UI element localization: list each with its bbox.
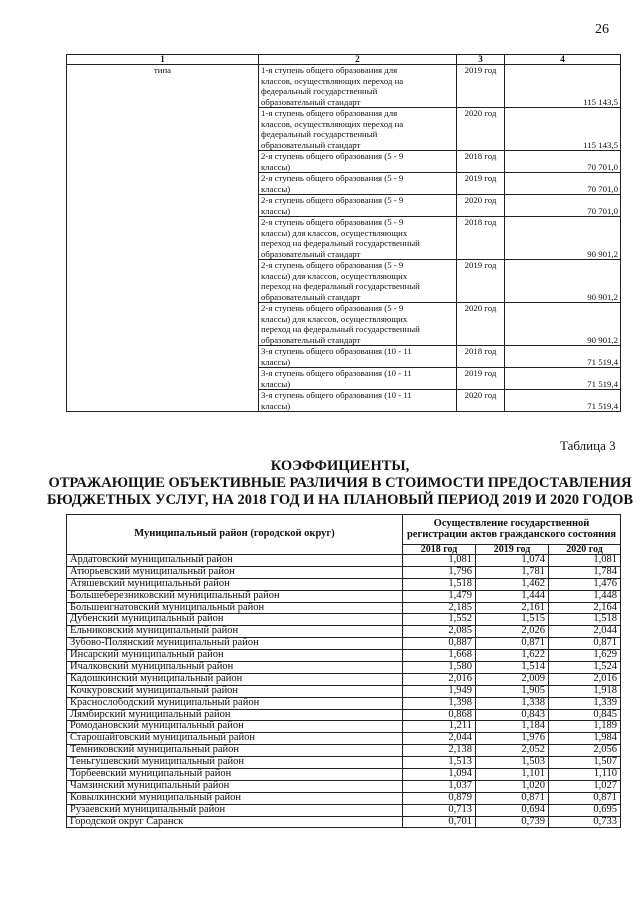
coefficient-2018: 1,479	[403, 590, 476, 602]
table-row	[67, 816, 621, 828]
district-name: Большеигнатовский муниципальный район	[67, 602, 403, 614]
coefficients-table	[66, 514, 621, 828]
coefficient-2019: 0,871	[476, 792, 549, 804]
coefficient-2018: 1,949	[403, 685, 476, 697]
coefficient-2020: 1,507	[549, 757, 621, 769]
coefficient-2019: 1,976	[476, 733, 549, 745]
coefficient-2018: 1,552	[403, 614, 476, 626]
amount-cell: 70 701,0	[505, 195, 621, 217]
table-row	[67, 566, 621, 578]
table-row	[67, 757, 621, 769]
coefficient-2018: 0,879	[403, 792, 476, 804]
coefficient-2020: 1,110	[549, 769, 621, 781]
coefficient-2020: 1,629	[549, 650, 621, 662]
district-name: Атяшевский муниципальный район	[67, 578, 403, 590]
coefficient-2018: 1,398	[403, 697, 476, 709]
coefficient-2018: 1,037	[403, 780, 476, 792]
column-number: 3	[457, 55, 505, 65]
coefficient-2019: 1,462	[476, 578, 549, 590]
year-header: 2019 год	[476, 545, 549, 555]
coefficient-2018: 1,518	[403, 578, 476, 590]
table-label: Таблица 3	[560, 438, 616, 453]
table-row	[67, 590, 621, 602]
coefficient-2018: 0,701	[403, 816, 476, 828]
district-name: Атюрьевский муниципальный район	[67, 566, 403, 578]
education-level-cell: 1-я ступень общего образования для классов, осуществляющих переход на федеральный государственный образовательный стандарт	[259, 65, 457, 108]
table-row	[67, 638, 621, 650]
coefficient-2020: 0,871	[549, 792, 621, 804]
coefficient-2018: 1,081	[403, 555, 476, 567]
table-row	[67, 685, 621, 697]
district-name: Ардатовский муниципальный район	[67, 555, 403, 567]
coefficient-2020: 1,081	[549, 555, 621, 567]
coefficient-2019: 2,161	[476, 602, 549, 614]
coefficient-2019: 1,515	[476, 614, 549, 626]
coefficient-2018: 0,713	[403, 804, 476, 816]
education-level-cell: 3-я ступень общего образования (10 - 11 классы)	[259, 390, 457, 412]
coefficient-2019: 2,026	[476, 626, 549, 638]
amount-cell: 90 901,2	[505, 217, 621, 260]
column-number: 1	[67, 55, 259, 65]
table-row	[67, 662, 621, 674]
amount-cell: 71 519,4	[505, 368, 621, 390]
coefficient-2018: 1,796	[403, 566, 476, 578]
coefficient-2019: 1,444	[476, 590, 549, 602]
coefficient-2018: 2,185	[403, 602, 476, 614]
district-name: Ельниковский муниципальный район	[67, 626, 403, 638]
district-name: Дубенский муниципальный район	[67, 614, 403, 626]
district-name: Зубово-Полянский муниципальный район	[67, 638, 403, 650]
district-name: Рузаевский муниципальный район	[67, 804, 403, 816]
district-name: Ичалковский муниципальный район	[67, 662, 403, 674]
coefficient-2019: 1,905	[476, 685, 549, 697]
coefficient-2020: 0,845	[549, 709, 621, 721]
coefficient-2020: 0,733	[549, 816, 621, 828]
district-name: Инсарский муниципальный район	[67, 650, 403, 662]
year-cell: 2018 год	[457, 217, 505, 260]
table-row	[67, 697, 621, 709]
coefficient-2019: 1,184	[476, 721, 549, 733]
table-row	[67, 769, 621, 781]
coefficient-2019: 1,781	[476, 566, 549, 578]
district-name: Торбеевский муниципальный район	[67, 769, 403, 781]
coefficient-2018: 2,085	[403, 626, 476, 638]
year-cell: 2020 год	[457, 390, 505, 412]
coefficient-2020: 2,016	[549, 673, 621, 685]
coefficient-2019: 1,514	[476, 662, 549, 674]
district-name: Ромодановский муниципальный район	[67, 721, 403, 733]
coefficient-2019: 0,871	[476, 638, 549, 650]
district-column-header: Муниципальный район (городской округ)	[67, 515, 403, 555]
table-row	[67, 626, 621, 638]
education-level-cell: 2-я ступень общего образования (5 - 9 классы) для классов, осуществляющих переход на федеральный государственный образовательный стандарт	[259, 260, 457, 303]
coefficient-2019: 2,052	[476, 745, 549, 757]
district-name: Кочкуровский муниципальный район	[67, 685, 403, 697]
amount-cell: 70 701,0	[505, 173, 621, 195]
year-cell: 2018 год	[457, 151, 505, 173]
amount-cell: 70 701,0	[505, 151, 621, 173]
year-cell: 2019 год	[457, 368, 505, 390]
coefficient-2020: 0,695	[549, 804, 621, 816]
table-row	[67, 555, 621, 567]
coefficient-2020: 1,448	[549, 590, 621, 602]
coefficient-2019: 1,338	[476, 697, 549, 709]
education-level-cell: 2-я ступень общего образования (5 - 9 классы)	[259, 195, 457, 217]
coefficient-2018: 1,668	[403, 650, 476, 662]
table-row	[67, 780, 621, 792]
table-title: КОЭФФИЦИЕНТЫ, ОТРАЖАЮЩИЕ ОБЪЕКТИВНЫЕ РАЗЛИЧИЯ В СТОИМОСТИ ПРЕДОСТАВЛЕНИЯ БЮДЖЕТНЫХ УСЛУГ, НА 2018 ГОД И НА ПЛАНОВЫЙ ПЕРИОД 2019 И 2020 ГОДОВ	[46, 458, 634, 508]
district-name: Ковылкинский муниципальный район	[67, 792, 403, 804]
table-row	[67, 614, 621, 626]
coefficient-2019: 1,101	[476, 769, 549, 781]
coefficient-2018: 0,887	[403, 638, 476, 650]
district-name: Большеберезниковский муниципальный район	[67, 590, 403, 602]
coefficient-2019: 0,739	[476, 816, 549, 828]
type-cell: типа	[67, 65, 259, 412]
education-standards-table	[66, 54, 621, 412]
coefficient-2020: 0,871	[549, 638, 621, 650]
coefficient-2020: 1,518	[549, 614, 621, 626]
coefficient-2018: 2,044	[403, 733, 476, 745]
year-cell: 2020 год	[457, 108, 505, 151]
table-row	[67, 650, 621, 662]
registration-column-header: Осуществление государственной регистрации актов гражданского состояния	[403, 515, 621, 545]
amount-cell: 90 901,2	[505, 303, 621, 346]
year-cell: 2018 год	[457, 346, 505, 368]
column-number-row	[67, 55, 621, 65]
coefficient-2018: 1,513	[403, 757, 476, 769]
coefficient-2018: 1,580	[403, 662, 476, 674]
coefficient-2020: 2,056	[549, 745, 621, 757]
coefficient-2020: 1,339	[549, 697, 621, 709]
coefficient-2020: 2,044	[549, 626, 621, 638]
coefficient-2019: 2,009	[476, 673, 549, 685]
coefficient-2018: 1,211	[403, 721, 476, 733]
education-level-cell: 2-я ступень общего образования (5 - 9 классы)	[259, 151, 457, 173]
page-number: 26	[595, 22, 609, 37]
district-name: Теньгушевский муниципальный район	[67, 757, 403, 769]
table-row	[67, 578, 621, 590]
table-row	[67, 602, 621, 614]
coefficient-2020: 1,189	[549, 721, 621, 733]
column-number: 4	[505, 55, 621, 65]
year-cell: 2019 год	[457, 173, 505, 195]
coefficient-2019: 1,622	[476, 650, 549, 662]
coefficient-2020: 1,784	[549, 566, 621, 578]
year-header: 2018 год	[403, 545, 476, 555]
coefficient-2019: 0,843	[476, 709, 549, 721]
district-name: Краснослободский муниципальный район	[67, 697, 403, 709]
coefficient-2020: 1,524	[549, 662, 621, 674]
column-number: 2	[259, 55, 457, 65]
education-level-cell: 1-я ступень общего образования для классов, осуществляющих переход на федеральный государственный образовательный стандарт	[259, 108, 457, 151]
year-header: 2020 год	[549, 545, 621, 555]
table-row	[67, 733, 621, 745]
coefficient-2020: 1,984	[549, 733, 621, 745]
amount-cell: 115 143,5	[505, 65, 621, 108]
amount-cell: 90 901,2	[505, 260, 621, 303]
district-name: Старошайговский муниципальный район	[67, 733, 403, 745]
year-cell: 2019 год	[457, 260, 505, 303]
amount-cell: 115 143,5	[505, 108, 621, 151]
table-row	[67, 804, 621, 816]
table-row	[67, 745, 621, 757]
header-row	[67, 515, 621, 545]
education-level-cell: 2-я ступень общего образования (5 - 9 классы) для классов, осуществляющих переход на федеральный государственный образовательный стандарт	[259, 217, 457, 260]
district-name: Городской округ Саранск	[67, 816, 403, 828]
district-name: Лямбирский муниципальный район	[67, 709, 403, 721]
coefficient-2019: 1,020	[476, 780, 549, 792]
coefficient-2019: 1,074	[476, 555, 549, 567]
coefficient-2020: 2,164	[549, 602, 621, 614]
coefficient-2020: 1,027	[549, 780, 621, 792]
year-cell: 2020 год	[457, 195, 505, 217]
coefficient-2019: 0,694	[476, 804, 549, 816]
coefficient-2020: 1,918	[549, 685, 621, 697]
table-row	[67, 709, 621, 721]
amount-cell: 71 519,4	[505, 346, 621, 368]
coefficient-2018: 2,138	[403, 745, 476, 757]
table-row	[67, 721, 621, 733]
education-level-cell: 3-я ступень общего образования (10 - 11 классы)	[259, 368, 457, 390]
education-level-cell: 3-я ступень общего образования (10 - 11 классы)	[259, 346, 457, 368]
education-level-cell: 2-я ступень общего образования (5 - 9 классы) для классов, осуществляющих переход на федеральный государственный образовательный стандарт	[259, 303, 457, 346]
coefficient-2020: 1,476	[549, 578, 621, 590]
table-row	[67, 65, 621, 108]
district-name: Темниковский муниципальный район	[67, 745, 403, 757]
district-name: Кадошкинский муниципальный район	[67, 673, 403, 685]
education-level-cell: 2-я ступень общего образования (5 - 9 классы)	[259, 173, 457, 195]
coefficient-2018: 1,094	[403, 769, 476, 781]
coefficient-2018: 0,868	[403, 709, 476, 721]
table-row	[67, 792, 621, 804]
coefficient-2019: 1,503	[476, 757, 549, 769]
table-row	[67, 673, 621, 685]
year-cell: 2020 год	[457, 303, 505, 346]
district-name: Чамзинский муниципальный район	[67, 780, 403, 792]
coefficient-2018: 2,016	[403, 673, 476, 685]
amount-cell: 71 519,4	[505, 390, 621, 412]
year-cell: 2019 год	[457, 65, 505, 108]
